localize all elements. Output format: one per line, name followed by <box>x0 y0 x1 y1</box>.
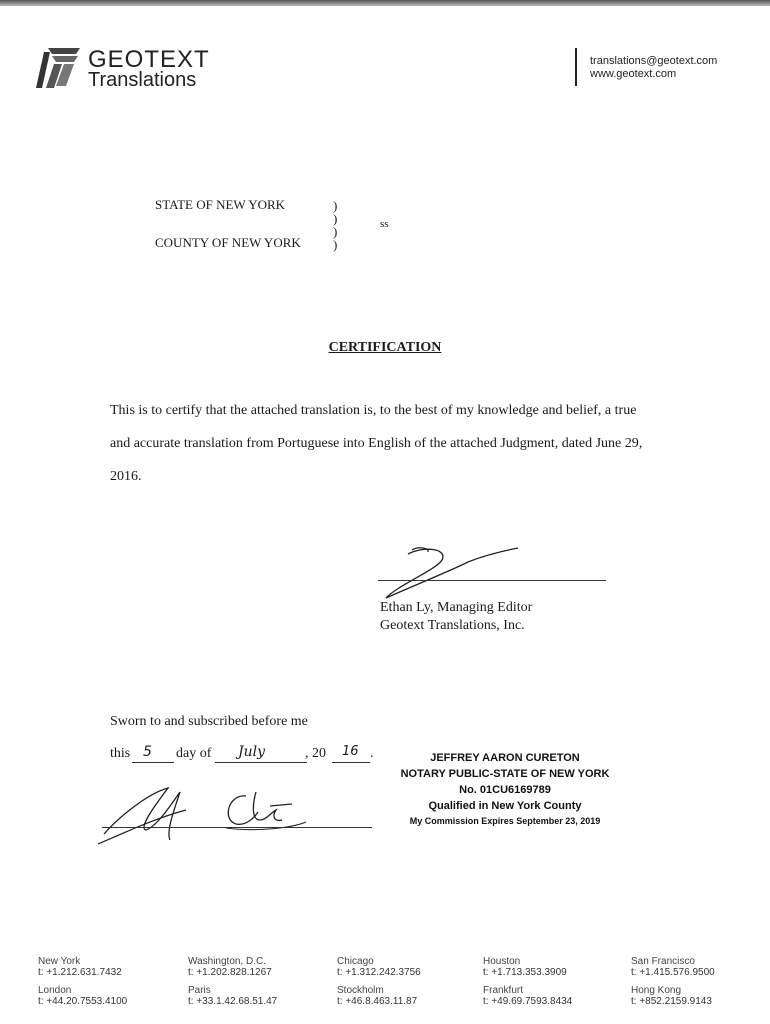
office-phone: t: +49.69.7593.8434 <box>483 996 573 1007</box>
venue-paren-1: ) <box>333 198 338 213</box>
geotext-logo-mark-icon <box>34 44 86 90</box>
jurat-year-prefix: , 20 <box>305 746 326 761</box>
venue-ss: ss <box>380 218 389 230</box>
notary-signature <box>96 770 316 850</box>
office-city: Houston <box>483 956 521 967</box>
jurat-period: . <box>370 746 374 761</box>
office-san-francisco <box>631 956 715 978</box>
venue-paren-2: ) <box>333 211 338 226</box>
office-frankfurt <box>483 985 572 1007</box>
office-city: Hong Kong <box>631 985 682 996</box>
signer-company: Geotext Translations, Inc. <box>380 618 525 633</box>
header-divider <box>575 48 577 86</box>
certification-line-3: 2016. <box>110 469 142 484</box>
office-phone: t: +1.202.828.1267 <box>188 967 272 978</box>
notary-stamp-qualified: Qualified in New York County <box>428 800 582 812</box>
office-london <box>38 985 127 1007</box>
office-washington <box>188 956 272 978</box>
jurat-month-line <box>215 762 307 763</box>
venue-state: STATE OF NEW YORK <box>155 197 286 212</box>
office-phone: t: +33.1.42.68.51.47 <box>188 996 278 1007</box>
office-new-york <box>38 956 122 978</box>
notary-stamp-title: NOTARY PUBLIC-STATE OF NEW YORK <box>400 768 610 780</box>
logo-subtitle: Translations <box>88 69 197 91</box>
venue-paren-3: ) <box>333 224 338 239</box>
office-houston <box>483 956 567 978</box>
office-chicago <box>337 956 421 978</box>
jurat-day-value: 5 <box>143 744 152 760</box>
office-phone: t: +44.20.7553.4100 <box>38 996 128 1007</box>
jurat-year-value: 16 <box>342 744 359 759</box>
office-city: Chicago <box>337 956 374 967</box>
signer-signature-line <box>378 580 606 581</box>
notary-signature-line <box>102 827 372 828</box>
office-city: Paris <box>188 985 211 996</box>
office-phone: t: +852.2159.9143 <box>631 996 712 1007</box>
office-stockholm <box>337 985 417 1007</box>
venue-county: COUNTY OF NEW YORK <box>155 235 301 250</box>
notary-stamp-number: No. 01CU6169789 <box>459 784 551 796</box>
jurat-day-of: day of <box>176 746 212 761</box>
office-city: New York <box>38 956 81 967</box>
signer-name: Ethan Ly, Managing Editor <box>380 600 533 615</box>
contact-email[interactable]: translations@geotext.com <box>590 55 718 67</box>
jurat-year-line <box>332 762 370 763</box>
office-paris <box>188 985 277 1007</box>
office-city: Stockholm <box>337 985 384 996</box>
venue-paren-4: ) <box>333 237 338 252</box>
jurat-month-value: July <box>238 744 266 760</box>
office-phone: t: +1.312.242.3756 <box>337 967 421 978</box>
office-city: San Francisco <box>631 956 695 967</box>
office-phone: t: +46.8.463.11.87 <box>337 996 418 1007</box>
certification-title: CERTIFICATION <box>328 340 442 355</box>
sworn-statement: Sworn to and subscribed before me <box>110 714 308 729</box>
contact-website[interactable]: www.geotext.com <box>590 68 677 80</box>
office-city: Washington, D.C. <box>188 956 266 967</box>
scan-top-edge <box>0 0 770 6</box>
jurat-day-line <box>132 762 174 763</box>
logo-title: GEOTEXT <box>88 46 210 73</box>
office-phone: t: +1.415.576.9500 <box>631 967 715 978</box>
office-phone: t: +1.713.353.3909 <box>483 967 567 978</box>
geotext-logo <box>34 44 234 94</box>
office-hong-kong <box>631 985 712 1007</box>
office-phone: t: +1.212.631.7432 <box>38 967 122 978</box>
certification-line-1: This is to certify that the attached translation is, to the best of my knowledge and belief, a true <box>110 403 637 418</box>
office-city: London <box>38 985 72 996</box>
notary-stamp-name: JEFFREY AARON CURETON <box>430 752 580 764</box>
certification-line-2: and accurate translation from Portuguese into English of the attached Judgment, dated June 29, <box>110 436 643 451</box>
header-contact <box>590 55 717 81</box>
jurat-this: this <box>110 746 131 761</box>
signer-signature <box>378 540 538 608</box>
office-city: Frankfurt <box>483 985 524 996</box>
notary-stamp-expires: My Commission Expires September 23, 2019 <box>409 816 601 826</box>
